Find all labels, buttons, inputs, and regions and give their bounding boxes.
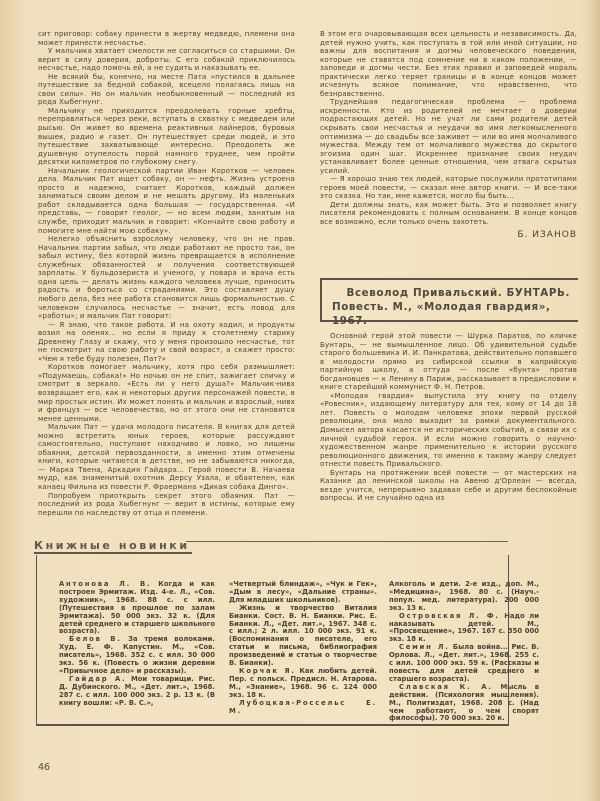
paragraph: Не всякий бы, конечно, на месте Пата «пустился в дальнее путешествие за бедной собакой, всецело полагаясь лишь на свои силы». Но он мальчик необыкновенный — последний из рода Хыбегнунг. [38, 71, 295, 107]
book-entry [229, 581, 377, 605]
paragraph: Дети должны знать, как может быть. Это и позволяет книгу писателя рекомендовать с полным основанием. В конце концов все возможно, если только очень захотеть. [320, 199, 577, 227]
paragraph: Основной герой этой повести — Шурка Паратов, по кличке Бунтарь, — не вымышленное лицо. Об удивительной судьбе старого большевика И. И. Панкратова, действительно попавшего в молодости прямо из сибирской ссылки в каприйскую партийную школу, а оттуда — после «бунта» против богдановцев — к Ленину в Париж, рассказывает в предисловии к книге старейший коммунист Ф. Н. Петров. [320, 331, 577, 392]
paragraph: Бунтарь на протяжении всей повести — от мастерских на Казанке до ленинской школы на Авеню д'Орлеан — всегда, везде учится, непрерывно задавая себе и другим беспокойные вопросы. И не случайно одна из [320, 467, 577, 503]
paragraph: Мальчику не приходится преодолевать горные хребты, переправляться через реки, вступать в схватку с медведем или рысью. Он живет во времена реактивных лайнеров, буровых вышек, радио и газет. Он путешествует среди людей, и это путешествие захватывающе интересно. Преодолеть же душевную отупелость порой намного труднее, чем пройти десятки километров по глубокому снегу. [38, 105, 295, 167]
book-details: Была война... Рис. В. Орлова. Л., «Дет. лит.», 1968. 255 с. с илл. 100 000 экз. 59 к. (Рассказы и повесть для детей среднего и старшего возраста). [389, 643, 539, 683]
book-author: Лубоцкая-Россельс Е. М. [229, 698, 377, 715]
review-title-line-2: Повесть. М., «Молодая гвардия», 1967. [332, 301, 551, 327]
book-entry [389, 581, 539, 613]
paragraph: Нелегко объяснить взрослому человеку, что он не прав. Начальник партии забыл, что люди работают не просто так, он забыл истину, без которой жизнь превращается в исполнение служебных обязанностей и получения соответствующей зарплаты. У бульдозериста и ученого, у повара и врача есть одна цель — делать жизнь каждого человека лучше, приносить радость и бороться со страданиями. Это составляет душу любого дела, без нее работа становится лишь формальностью. С человеком случилось несчастье — значит, есть повод для «работы»; и мальчик Пат говорит: [38, 234, 295, 321]
article-left-column [38, 30, 295, 517]
book-entry [389, 644, 539, 684]
book-author: Гайдар А. [69, 674, 127, 683]
paragraph: В этом его очаровывающая всех цельность и независимость. Да, детей нужно учить, как поступать в той или иной ситуации, но важны для воспитания и догмы человеческого поведения, которые не ставятся под сомнение ни в каком положении, — заповеди и догмы чести. Без этих правил и заповедей мораль практически легко теряет границы и в конце концов может исчезнуть всякое понимание, что нравственно, что безнравственно. [320, 29, 577, 98]
book-news-box [36, 555, 539, 726]
paragraph: У мальчика хватает смелости не согласиться со старшими. Он верит в силу доверия, доброты. С его собакой приключилось несчастье, надо помочь ей, а не судить и наказывать ее. [38, 46, 295, 73]
paragraph: Попробуем приоткрыть секрет этого обаяния. Пат — последний из рода Хыбегнунг — верит в истины, которые ему перешли по наследству от отца и племени. [38, 490, 295, 517]
book-entry [229, 668, 377, 700]
paragraph: Труднейшая педагогическая проблема — проблема искренности. Кто из родителей не мечтает о доверии подрастающих детей. Но не учат ли сами родители детей скрывать свои несчастья и неудачи во имя легкомысленного оптимизма — до свадьбы все заживет — или во имя молчаливого мужества. Между тем от молчаливого мужества до скрытого эгоизма один шаг. Искреннее признание своих неудач устанавливает более ценные отношения, чем отвага скрытых усилий. [320, 97, 577, 175]
review-body-column [320, 332, 577, 503]
paragraph: — Я знаю, что такое работа. И на охоту ходил, и продукты возил на оленях... но если я приду к столетнему старику Древнему Глазу и скажу, что у меня произошло несчастье, тот не посмотрит на свою работу и свой возраст, а скажет просто: «Чем я тебе буду полезен, Пат?» [38, 319, 295, 363]
book-author: Белов В. [69, 635, 122, 644]
book-details: Мысль в действии. (Психология мышления). М., Политиздат, 1968. 208 с. (Над чем работают, о чем спорят философы). 70 000 экз. 20 к. [389, 682, 539, 723]
book-details: Надо ли наказывать детей. М., «Просвещение», 1967. 167 с. 350 000 экз. 18 к. [389, 611, 539, 644]
book-news-column-1 [59, 581, 215, 708]
book-author: Семин Л. [399, 643, 450, 652]
book-entry [59, 636, 215, 676]
book-author: Корчак Я. [239, 666, 296, 675]
book-entry [59, 581, 215, 636]
paragraph: «Молодая гвардия» выпустила эту книгу по отделу «Ровесник», издающему литературу для тех, кому от 14 до 18 лет. Повесть о молодом человеке эпохи первой русской революции, она мало выходит за рамки документального. Домысел автора касается не исторических событий, а связи их с личной судьбой героя. И если можно говорить о научно-художественном жанре применительно к истории русского революционного движения, то именно к такому жанру следует отнести повесть Привальского. [320, 390, 577, 469]
book-author: Антонова Л. В. [59, 580, 152, 588]
book-entry [229, 605, 377, 668]
paragraph: Коротков помогает мальчику, хотя про себя размышляет: «Подумаешь, собака!» Но ночью он не спит, зажигает спичку и смотрит в зеркало. «Есть ли у него душа?» Мальчик-нивх возвращает его, как и некоторых других персонажей повести, в мир простых истин. Их может понять и мальчик и взрослый, нивх и француз — все человечество, но от этого они не становятся менее ценными. [38, 362, 295, 423]
book-author: Островская Л. Ф. [399, 611, 500, 620]
book-news-column-2 [229, 581, 377, 715]
book-details: Алкоголь и дети. 2-е изд., доп. М., «Медицина», 1968. 80 с. (Науч.-попул. мед. литература). 200 000 экз. 13 к. [389, 580, 539, 612]
book-news-column-3 [389, 581, 539, 723]
book-details: За тремя волоками. Худ. Е. Ф. Капустин. М., «Сов. писатель», 1968. 352 с. с илл. 30 000 экз. 56 к. (Повесть о жизни деревни «Привычное дело» и рассказы). [59, 635, 215, 675]
book-entry [389, 613, 539, 645]
book-entry [59, 676, 215, 708]
review-title-line-1: Всеволод Привальский. БУНТАРЬ. [346, 287, 570, 299]
book-author: Славская К. А. [399, 682, 493, 691]
book-details: Жизнь и творчество Виталия Бианки. Сост. В. Н. Бианки. Рис. Е. Бианки. Л., «Дет. лит.», 1967. 348 с. с илл.; 2 л. илл. 10 000 экз. 91 к. (Воспоминания о писателе, его статьи и письма, библиография произведений и статьи о творчестве В. Бианки). [229, 603, 377, 668]
book-details: Когда и как построен Эрмитаж. Изд. 4-е. Л., «Сов. художник», 1968. 88 с. с илл. (Путешествия в прошлое по залам Эрмитажа). 50 000 экз. 32 к. (Для детей среднего и старшего школьного возраста). [59, 580, 215, 636]
paragraph: сит приговор: собаку принести в жертву медведю, племени она может принести несчастье. [38, 29, 295, 47]
paragraph: Начальник геологической партии Иван Коротков — человек дела. Мальчик Пат ищет собаку, он — нефть. Жизнь устроена просто и надежно, считает Коротков, каждый должен заниматься своим делом и не мешать другому. Из маленьких работ складывается одна большая — государственная. «И представь, — говорит геолог, — но всем людям, занятым на службе, приходит мальчик и говорит: «Кончайте свою работу и помогите мне найти мою собаку». [38, 165, 295, 235]
book-details: «Четвертый блиндаж», «Чук и Гек», «Дым в лесу», «Дальние страны». Для младших школьников). [229, 580, 377, 604]
book-entry [389, 684, 539, 724]
paragraph: — Я хорошо знаю тех людей, которые послужили прототипами героев моей повести, — сказал мне автор книги. — И все-таки это сказка. Но так, мне кажется, могло бы быть... [320, 174, 577, 201]
book-entry [229, 700, 377, 716]
article-right-column-top [320, 30, 577, 239]
book-details: Как любить детей. Пер. с польск. Предисл. Н. Атарова. М., «Знание», 1968. 96 с. 124 000 экз. 18 к. [229, 666, 378, 699]
page-number: 46 [38, 762, 51, 773]
book-details: Мои товарищи. Рис. Д. Дубинского. М., «Дет. лит.», 1968. 287 с. с илл. 100 000 экз. 2 р. 13 к. (В книгу вошли: «Р. В. С.», [59, 674, 215, 707]
book-news-header: Книжные новинки [34, 539, 190, 552]
review-header-box [320, 278, 578, 327]
author-signature: Б. ИЗАНОВ [517, 229, 577, 240]
book-news-top-rule [186, 541, 508, 542]
paragraph: Мальчик Пат — удача молодого писателя. В книгах для детей можно встретить юных героев, которые рассуждают самостоятельно, поступают находчиво и ловко, но лишены обаяния, детской первозданности, а именно этим отмечены книги, которые читаются в детстве, но не забываются никогда, — Марка Твена, Аркадия Гайдара... Герой повести В. Начаева мудр, как знаменитый охотник Дерсу Узала, и обаятелен, как канаец Фильна из повести Р. Фраермана «Дикая собака Динго». [38, 422, 295, 491]
